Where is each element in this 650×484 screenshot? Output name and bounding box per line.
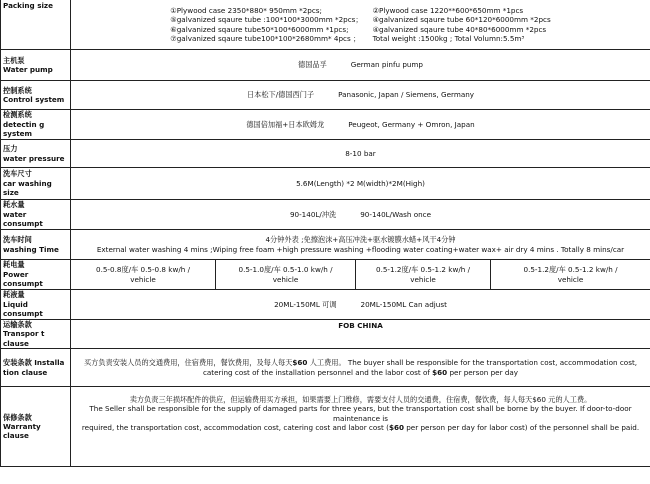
packing-list-right: ②Plywood case 1220**600*650mm *1pcs ④galvanized sqaure tube 60*120*6000mm *2pcs ④galvanized sqaure tube 40*80*6000mm *2pcs Total weight :1500kg ; Total Volumn:5.5m³ bbox=[372, 5, 551, 43]
install-value: 买方负责安装人员的交通费用，住宿费用，餐饮费用，及每人每天$60 人工费用。 The buyer shall be responsible for the transportation cost, accommodation cost, catering cost of the installation personnel and the labor cost of $60 per person per day bbox=[71, 349, 650, 387]
packing-label: Packing size bbox=[1, 0, 71, 50]
power-label: 耗电量 Power consumpt bbox=[1, 260, 71, 290]
install-label: 安装条款 Installa tion clause bbox=[1, 349, 71, 387]
pump-value: 德国品孚 German pinfu pump bbox=[71, 50, 650, 81]
water-row bbox=[1, 200, 650, 230]
time-row bbox=[1, 230, 650, 260]
liquid-row bbox=[1, 290, 650, 320]
liquid-value: 20ML-150ML 可调 20ML-150ML Can adjust bbox=[71, 290, 650, 320]
pressure-value: 8-10 bar bbox=[71, 140, 650, 168]
size-label: 洗车尺寸 car washing size bbox=[1, 168, 71, 200]
warranty-row bbox=[1, 387, 650, 467]
size-row bbox=[1, 168, 650, 200]
install-row bbox=[1, 349, 650, 387]
power-cell-3: 0.5-1.2度/车 0.5-1.2 kw/h / vehicle bbox=[356, 260, 491, 290]
pump-label: 主机泵 Water pump bbox=[1, 50, 71, 81]
detect-value: 德国倍加福+日本欧姆龙 Peugeot, Germany + Omron, Japan bbox=[71, 110, 650, 140]
water-label: 耗水量 water consumpt bbox=[1, 200, 71, 230]
warranty-value: 卖方负责三年损坏配件的供应，但运输费用买方承担，如果需要上门维修，需要支付人员的交通费，住宿费，餐饮费，每人每天$60 元的人工费。 The Seller shall be responsible for the supply of damaged parts for three years, but the transportation cost shall be borne by the buyer. If door-to-door maintenance is required, the transportation cost, accommodation cost, catering cost and labor cost ($60 per person per day for labor cost) of the personnel shall be paid. bbox=[71, 387, 650, 467]
transport-value: FOB CHINA bbox=[71, 320, 650, 349]
pressure-row bbox=[1, 140, 650, 168]
warranty-label: 保修条款 Warranty clause bbox=[1, 387, 71, 467]
transport-label: 运输条款 Transpor t clause bbox=[1, 320, 71, 349]
water-value: 90-140L/冲洗 90-140L/Wash once bbox=[71, 200, 650, 230]
size-value: 5.6M(Length) *2 M(width)*2M(High) bbox=[71, 168, 650, 200]
pressure-label: 压力 water pressure bbox=[1, 140, 71, 168]
packing-row bbox=[1, 0, 650, 50]
control-row bbox=[1, 81, 650, 110]
time-value: 4分钟外表 ;免擦泡沫+高压冲洗+驱水镀膜水蜡+风干4分钟 External water washing 4 mins ;Wiping free foam +high pressure washing +flooding water coating+water wax+ air dry 4 mins . Totally 8 mins/car bbox=[71, 230, 650, 260]
packing-value bbox=[71, 0, 650, 50]
power-row bbox=[1, 260, 650, 290]
power-cell-2: 0.5-1.0度/车 0.5-1.0 kw/h / vehicle bbox=[216, 260, 356, 290]
packing-list-left: ①Plywood case 2350*880* 950mm *2pcs; ⑤galvanized sqaure tube :100*100*3000mm *2pcs； ⑥galvanized sqaure tube50*100*6000mm *1pcs; ⑦galvanized sqaure tube100*100*2680mm* 4pcs ； bbox=[170, 5, 363, 43]
detect-row bbox=[1, 110, 650, 140]
control-value: 日本松下/德国西门子 Panasonic, Japan / Siemens, Germany bbox=[71, 81, 650, 110]
control-label: 控制系统 Control system bbox=[1, 81, 71, 110]
transport-row bbox=[1, 320, 650, 349]
power-cell-1: 0.5-0.8度/车 0.5-0.8 kw/h / vehicle bbox=[71, 260, 216, 290]
time-label: 洗车时间 washing Time bbox=[1, 230, 71, 260]
detect-label: 检测系统 detectin g system bbox=[1, 110, 71, 140]
pump-row bbox=[1, 50, 650, 81]
power-cell-4: 0.5-1.2度/车 0.5-1.2 kw/h / vehicle bbox=[491, 260, 650, 290]
liquid-label: 耗液量 Liquid consumpt bbox=[1, 290, 71, 320]
